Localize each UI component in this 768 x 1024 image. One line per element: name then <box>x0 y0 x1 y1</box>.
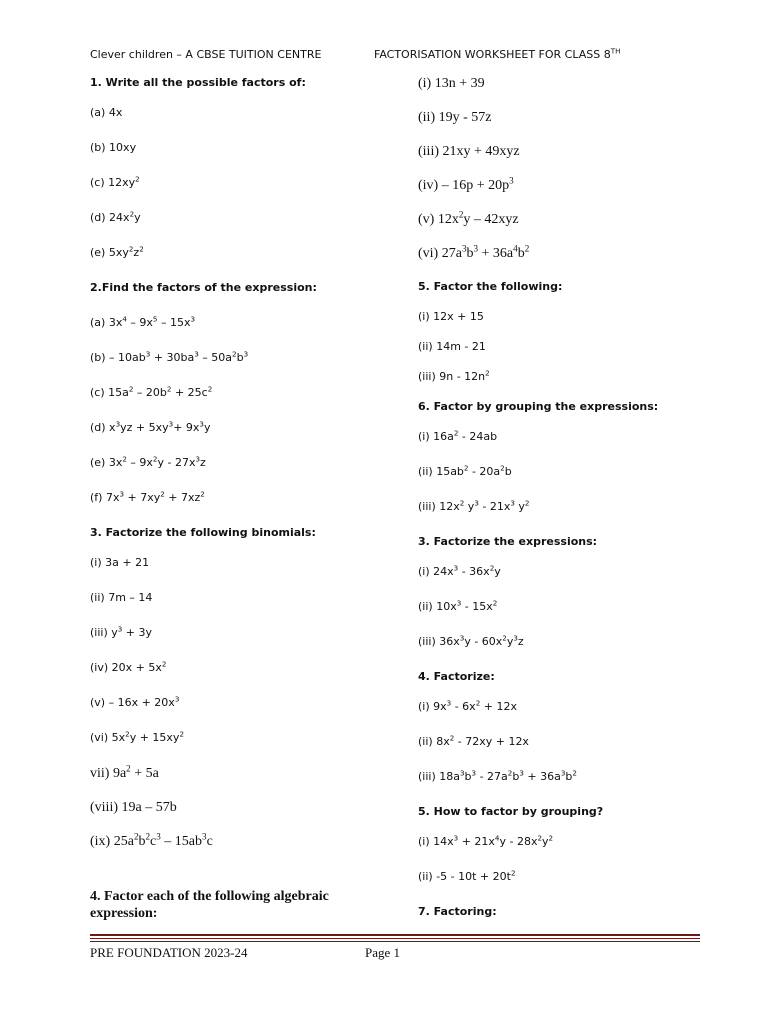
q3-heading: 3. Factorize the following binomials: <box>90 526 316 539</box>
item-text: b <box>565 770 573 783</box>
item-text: (b) 10xy <box>90 141 137 154</box>
worksheet-item <box>90 456 360 491</box>
item-text: (ii) -5 - 10t + 20t <box>418 870 511 883</box>
spacer <box>90 868 360 888</box>
item-text: y - 60x <box>464 635 503 648</box>
item-text: (e) 3x <box>90 456 123 469</box>
worksheet-item <box>418 243 718 280</box>
exponent: 3 <box>195 454 200 464</box>
exponent: 2 <box>492 598 498 608</box>
exponent: 3 <box>190 314 195 324</box>
item-text: (i) 3a + 21 <box>90 556 150 569</box>
exponent: 3 <box>560 768 566 778</box>
exponent: 2 <box>122 454 127 464</box>
item-text: – 15ab <box>160 834 203 849</box>
exponent: 2 <box>135 174 140 184</box>
item-text: + 21x <box>458 835 495 848</box>
item-text: + 30ba <box>150 351 195 364</box>
item-text: + 12x <box>480 700 517 713</box>
item-text: y <box>514 500 525 513</box>
worksheet-item <box>90 556 360 591</box>
exponent: 2 <box>145 831 151 842</box>
header-right-main: FACTORISATION WORKSHEET FOR CLASS 8 <box>374 48 611 61</box>
item-text: - 72xy + 12x <box>454 735 529 748</box>
exponent: 2 <box>152 454 158 464</box>
footer-left: PRE FOUNDATION 2023-24 <box>90 945 248 960</box>
q3b-heading: 3. Factorize the expressions: <box>418 535 598 548</box>
item-text: z <box>133 246 140 259</box>
q3-list <box>90 556 360 766</box>
exponent: 2 <box>207 384 213 394</box>
exponent: 5 <box>152 314 158 324</box>
exponent: 2 <box>126 763 131 774</box>
item-text: (f) 7x <box>90 491 120 504</box>
exponent: 2 <box>537 833 542 843</box>
worksheet-item <box>90 800 360 834</box>
item-text: y <box>494 565 501 578</box>
item-text: (v) – 16x + 20x <box>90 696 175 709</box>
item-text: (i) 16a <box>418 430 454 443</box>
worksheet-item <box>418 370 718 400</box>
worksheet-item <box>90 211 360 246</box>
q6-heading: 6. Factor by grouping the expressions: <box>418 400 659 413</box>
q3-serif-list <box>90 763 360 868</box>
q4b-heading: 4. Factorize: <box>418 670 495 683</box>
item-text: yz + 5xy <box>120 421 169 434</box>
item-text: (d) x <box>90 421 116 434</box>
q1-heading: 1. Write all the possible factors of: <box>90 76 306 89</box>
worksheet-item <box>90 351 360 386</box>
exponent: 3 <box>243 349 249 359</box>
item-text: (iv) 20x + 5x <box>90 661 162 674</box>
worksheet-item <box>418 76 718 110</box>
item-text: (iii) 21xy + 49xyz <box>418 144 520 159</box>
item-text: c <box>206 834 213 849</box>
exponent: 2 <box>232 349 237 359</box>
item-text: b <box>466 246 474 261</box>
q5-list <box>418 310 718 400</box>
worksheet-item <box>90 763 360 800</box>
exponent: 3 <box>453 833 459 843</box>
item-text: (iii) 36x <box>418 635 460 648</box>
exponent: 2 <box>129 209 135 219</box>
exponent: 2 <box>458 209 464 220</box>
exponent: 2 <box>524 243 530 254</box>
item-text: + 7xy <box>124 491 161 504</box>
worksheet-item <box>90 141 360 176</box>
exponent: 2 <box>161 659 167 669</box>
item-text: (c) 12xy <box>90 176 136 189</box>
item-text: (ii) 10x <box>418 600 457 613</box>
worksheet-item <box>90 386 360 421</box>
item-text: + 36a <box>523 770 561 783</box>
item-text: c <box>150 834 157 849</box>
item-text: (vi) 27a <box>418 246 462 261</box>
item-text: b <box>517 246 525 261</box>
item-text: – 9x <box>126 316 153 329</box>
item-text: vii) 9a <box>90 766 127 781</box>
item-text: - 20a <box>468 465 501 478</box>
item-text: – 50a <box>198 351 233 364</box>
footer-rule-thin <box>90 938 700 939</box>
left-column <box>90 76 360 922</box>
item-text: (ii) 7m – 14 <box>90 591 153 604</box>
exponent: 3 <box>168 419 174 429</box>
exponent: 3 <box>461 243 467 254</box>
worksheet-item <box>418 870 718 905</box>
item-text: (i) 24x <box>418 565 454 578</box>
exponent: 2 <box>179 729 184 739</box>
exponent: 4 <box>494 833 500 843</box>
item-text: (i) 12x + 15 <box>418 310 484 323</box>
q5b-heading: 5. How to factor by grouping? <box>418 805 604 818</box>
q7-heading: 7. Factoring: <box>418 905 497 918</box>
worksheet-item <box>90 591 360 626</box>
q5-heading: 5. Factor the following: <box>418 280 563 293</box>
q4-list <box>418 76 718 280</box>
header-right-sup: TH <box>610 46 621 56</box>
exponent: 2 <box>500 463 505 473</box>
item-text: (viii) 19a – 57b <box>90 800 177 815</box>
item-text: y <box>134 211 141 224</box>
item-text: y <box>203 421 211 434</box>
worksheet-item <box>418 565 718 600</box>
item-text: (a) 3x <box>90 316 123 329</box>
item-text: - 6x <box>451 700 476 713</box>
item-text: y – 42xyz <box>463 212 519 227</box>
item-text: + 9x <box>173 421 200 434</box>
item-text: y - 27x <box>157 456 196 469</box>
exponent: 2 <box>166 384 172 394</box>
item-text: y <box>542 835 549 848</box>
worksheet-item <box>418 735 718 770</box>
worksheet-item <box>90 176 360 211</box>
exponent: 3 <box>510 498 515 508</box>
exponent: 2 <box>485 368 490 378</box>
item-text: z <box>517 635 524 648</box>
worksheet-item <box>418 209 718 246</box>
item-text: + 5a <box>130 766 159 781</box>
worksheet-item <box>418 340 718 370</box>
item-text: b <box>504 465 512 478</box>
right-column <box>418 76 718 935</box>
item-text: (ii) 15ab <box>418 465 464 478</box>
item-text: (iii) y <box>90 626 118 639</box>
exponent: 2 <box>139 244 144 254</box>
exponent: 3 <box>202 831 207 842</box>
q2-heading: 2.Find the factors of the expression: <box>90 281 317 294</box>
worksheet-item <box>418 110 718 144</box>
exponent: 3 <box>460 768 465 778</box>
item-text: - 24ab <box>458 430 498 443</box>
exponent: 3 <box>194 349 199 359</box>
item-text: (i) 14x <box>418 835 454 848</box>
q4-heading: 4. Factor each of the following algebraic expression: <box>90 889 329 921</box>
exponent: 4 <box>513 243 518 254</box>
worksheet-item <box>418 635 718 670</box>
item-text: y + 15xy <box>129 731 180 744</box>
q3b-list <box>418 565 718 670</box>
exponent: 3 <box>513 633 518 643</box>
exponent: 2 <box>507 768 513 778</box>
item-text: (c) 15a <box>90 386 129 399</box>
exponent: 3 <box>117 624 123 634</box>
exponent: 3 <box>119 489 125 499</box>
item-text: (ix) 25a <box>90 834 134 849</box>
exponent: 3 <box>174 694 180 704</box>
item-text: + 36a <box>478 246 514 261</box>
worksheet-item <box>90 106 360 141</box>
exponent: 3 <box>519 768 524 778</box>
worksheet-item <box>418 600 718 635</box>
worksheet-item <box>90 626 360 661</box>
item-text: (iii) 9n - 12n <box>418 370 486 383</box>
exponent: 3 <box>474 498 479 508</box>
exponent: 3 <box>459 633 465 643</box>
item-text: (v) 12x <box>418 212 459 227</box>
worksheet-item <box>418 770 718 805</box>
worksheet-item <box>90 661 360 696</box>
worksheet-item <box>418 144 718 178</box>
exponent: 3 <box>446 698 452 708</box>
item-text: – 20b <box>133 386 167 399</box>
item-text: (iii) 18a <box>418 770 460 783</box>
item-text: (i) 9x <box>418 700 447 713</box>
worksheet-item <box>90 246 360 281</box>
item-text: + 3y <box>122 626 153 639</box>
exponent: 3 <box>509 175 514 186</box>
exponent: 2 <box>449 733 455 743</box>
page-number: Page 1 <box>365 945 401 960</box>
worksheet-item <box>418 310 718 340</box>
item-text: (ii) 19y - 57z <box>418 110 492 125</box>
exponent: 2 <box>453 428 459 438</box>
worksheet-item <box>90 421 360 456</box>
worksheet-item <box>418 175 718 212</box>
worksheet-item <box>418 500 718 535</box>
item-text: y <box>464 500 475 513</box>
item-text: (b) – 10ab <box>90 351 146 364</box>
q2-list <box>90 316 360 526</box>
exponent: 2 <box>524 498 530 508</box>
q4b-list <box>418 700 718 805</box>
exponent: 3 <box>199 419 204 429</box>
exponent: 2 <box>128 384 134 394</box>
item-text: (iii) 12x <box>418 500 460 513</box>
exponent: 3 <box>456 598 462 608</box>
exponent: 2 <box>160 489 165 499</box>
header-right-title <box>374 48 620 61</box>
exponent: 3 <box>145 349 151 359</box>
exponent: 2 <box>200 489 205 499</box>
worksheet-item <box>418 430 718 465</box>
item-text: y - 28x <box>499 835 538 848</box>
worksheet-item <box>90 731 360 766</box>
exponent: 2 <box>459 498 465 508</box>
worksheet-item <box>90 696 360 731</box>
footer-rule <box>90 934 700 942</box>
item-text: y <box>506 635 514 648</box>
item-text: b <box>138 834 146 849</box>
exponent: 3 <box>453 563 459 573</box>
exponent: 4 <box>122 314 127 324</box>
worksheet-item <box>418 465 718 500</box>
item-text: b <box>512 770 520 783</box>
item-text: b <box>236 351 244 364</box>
item-text: + 7xz <box>164 491 201 504</box>
exponent: 2 <box>128 244 134 254</box>
exponent: 3 <box>115 419 121 429</box>
exponent: 3 <box>471 768 477 778</box>
item-text: (a) 4x <box>90 106 123 119</box>
item-text: z <box>200 456 206 469</box>
q1-list <box>90 106 360 281</box>
item-text: (ii) 8x <box>418 735 450 748</box>
item-text: - 21x <box>478 500 511 513</box>
item-text: (vi) 5x <box>90 731 126 744</box>
header-left-title: Clever children – A CBSE TUITION CENTRE <box>90 48 322 61</box>
worksheet-item <box>90 491 360 526</box>
item-text: (ii) 14m - 21 <box>418 340 486 353</box>
item-text: - 27a <box>476 770 508 783</box>
exponent: 2 <box>502 633 507 643</box>
q5b-list <box>418 835 718 905</box>
exponent: 2 <box>489 563 495 573</box>
footer-rule-thin <box>90 941 700 942</box>
exponent: 2 <box>572 768 577 778</box>
exponent: 2 <box>463 463 469 473</box>
item-text: – 9x <box>126 456 153 469</box>
item-text: (d) 24x <box>90 211 130 224</box>
exponent: 3 <box>156 831 161 842</box>
exponent: 2 <box>125 729 130 739</box>
footer-rule-thick <box>90 934 700 936</box>
item-text: (e) 5xy <box>90 246 129 259</box>
exponent: 2 <box>475 698 481 708</box>
item-text: - 36x <box>458 565 490 578</box>
item-text: + 25c <box>171 386 208 399</box>
exponent: 3 <box>473 243 479 254</box>
worksheet-item <box>90 831 360 868</box>
q6-list <box>418 430 718 535</box>
worksheet-item <box>90 316 360 351</box>
item-text: (iv) – 16p + 20p <box>418 178 510 193</box>
item-text: b <box>464 770 472 783</box>
worksheet-item <box>418 700 718 735</box>
item-text: (i) 13n + 39 <box>418 76 485 91</box>
item-text: - 15x <box>461 600 493 613</box>
exponent: 2 <box>133 831 139 842</box>
exponent: 2 <box>510 868 516 878</box>
item-text: – 15x <box>157 316 191 329</box>
exponent: 2 <box>548 833 554 843</box>
worksheet-item <box>418 835 718 870</box>
